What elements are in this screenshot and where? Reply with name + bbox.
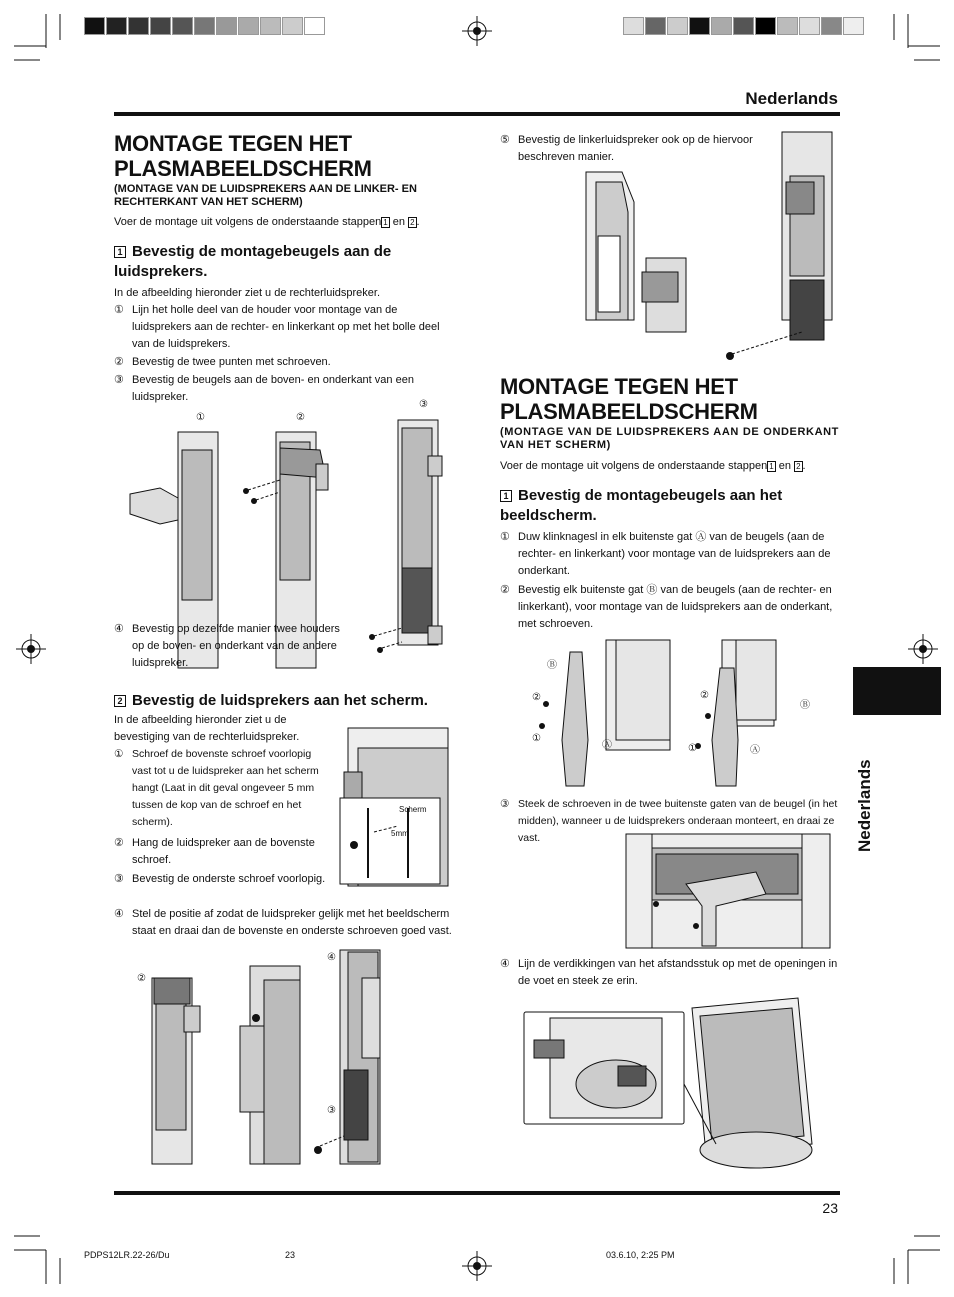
step1-heading-left: 1 Bevestig de montagebeugels aan de luidsprekers. — [114, 243, 392, 280]
figure-label: ② — [700, 690, 709, 701]
list-item: ④ Lijn de verdikkingen van het afstandsstuk op met de openingen in de voet en steek ze erin. — [500, 958, 838, 987]
registration-target-icon — [462, 16, 492, 46]
figure-label: ③ — [327, 1105, 336, 1116]
figure-label: ② — [532, 692, 541, 703]
figure-label: ① — [196, 412, 205, 423]
list-item: ② Hang de luidspreker aan de bovenste schroef. — [114, 837, 315, 866]
callout-5mm: 5mm — [391, 829, 409, 838]
intro-right: Voer de montage uit volgens de onderstaande stappen 1 en 2 . — [500, 460, 806, 472]
subtitle-right: (MONTAGE VAN DE LUIDSPREKERS AAN DE ONDERKANT VAN HET SCHERM) — [500, 426, 839, 451]
list-item: ① Lijn het holle deel van de houder voor montage van de luidsprekers aan de rechter- en linkerkant op met het bolle deel van de luidsprekers. — [114, 304, 440, 350]
figure-label: Ⓐ — [750, 745, 760, 756]
page-title-left: MONTAGE TEGEN HET PLASMABEELDSCHERM — [114, 131, 372, 181]
stand-spacer-figure — [520, 994, 820, 1174]
step2-heading-left: 2 Bevestig de luidsprekers aan het scherm. — [114, 691, 459, 711]
figure-label: ② — [296, 412, 305, 423]
list-item: ③ Bevestig de beugels aan de boven- en onderkant van een luidspreker. — [114, 374, 414, 403]
list-item: ② Bevestig elk buitenste gat Ⓑ van de beugels (aan de rechter- en linkerkant), voor montage van de luidsprekers aan de onderkant, met schroeven. — [500, 584, 833, 630]
figure-label: Ⓑ — [547, 660, 557, 671]
screen-mount-figure — [338, 728, 448, 886]
list-item: ① Duw klinknagesl in elk buitenste gat Ⓐ van de beugels (aan de rechter- en linkerkant) voor montage van de luidsprekers aan de onderkant. — [500, 531, 831, 577]
list-item: ③ Bevestig de onderste schroef voorlopig. — [114, 873, 326, 885]
side-tab-text: Nederlands — [855, 759, 874, 852]
left-speaker-figure — [582, 132, 832, 320]
language-side-tab — [853, 667, 941, 715]
figure-label: ② — [137, 973, 146, 984]
bracket-screws-figure — [626, 834, 830, 948]
list-item: ② Bevestig de twee punten met schroeven. — [114, 356, 331, 368]
registration-target-icon — [16, 634, 46, 664]
list-item: ④ Stel de positie af zodat de luidspreker gelijk met het beeldscherm staat en draai dan de bovenste en onderste schroeven goed vast. — [114, 908, 452, 937]
figure-label: ① — [688, 743, 697, 754]
list-item: ① Schroef de bovenste schroef voorlopig vast tot u de luidspreker aan het scherm hangt (Laat in dit geval ongeveer 5 mm tussen de kop van de schroef en het scherm). — [114, 748, 319, 828]
footer-page: 23 — [285, 1250, 296, 1260]
intro-left: Voer de montage uit volgens de onderstaande stappen 1 en 2 . — [114, 216, 420, 228]
page-title-right: MONTAGE TEGEN HET PLASMABEELDSCHERM — [500, 374, 758, 424]
subtitle-left: (MONTAGE VAN DE LUIDSPREKERS AAN DE LINKER- EN RECHTERKANT VAN HET SCHERM) — [114, 183, 417, 208]
figure-label: Ⓐ — [602, 740, 612, 751]
list-item: ⑤ Bevestig de linkerluidspreker ook op de hiervoor beschreven manier. — [500, 134, 753, 163]
figure-label: ④ — [327, 952, 336, 963]
bottom-rule — [114, 1191, 840, 1195]
footer-date: 03.6.10, 2:25 PM — [606, 1250, 675, 1260]
list-item: ④ Bevestig op dezelfde manier twee houders op de boven- en onderkant van de andere luidspreker. — [114, 623, 340, 669]
step2-lead: In de afbeelding hieronder ziet u de bevestiging van de rechterluidspreker. — [114, 714, 300, 743]
page-number: 23 — [822, 1200, 838, 1216]
step1-lead-left: In de afbeelding hieronder ziet u de rechterluidspreker. — [114, 287, 381, 299]
top-rule — [114, 112, 840, 116]
registration-target-icon — [462, 1251, 492, 1281]
footer-file: PDPS12LR.22-26/Du — [84, 1250, 170, 1260]
step1-heading-right: 1 Bevestig de montagebeugels aan het beeldscherm. — [500, 487, 783, 524]
figure-label: ① — [532, 733, 541, 744]
language-header: Nederlands — [745, 89, 838, 108]
callout-scherm: Scherm — [399, 805, 427, 814]
figure-label: Ⓑ — [800, 700, 810, 711]
side-tab-label — [848, 722, 878, 852]
registration-target-icon — [908, 634, 938, 664]
figure-label: ③ — [419, 399, 428, 410]
hanging-sequence-figure — [140, 950, 460, 1165]
list-item: ③ Steek de schroeven in de twee buitenste gaten van de beugel (in het midden), wanneer u de luidsprekers onderaan monteert, en draai ze vast. — [500, 798, 838, 844]
bottom-bracket-figure — [540, 640, 790, 788]
